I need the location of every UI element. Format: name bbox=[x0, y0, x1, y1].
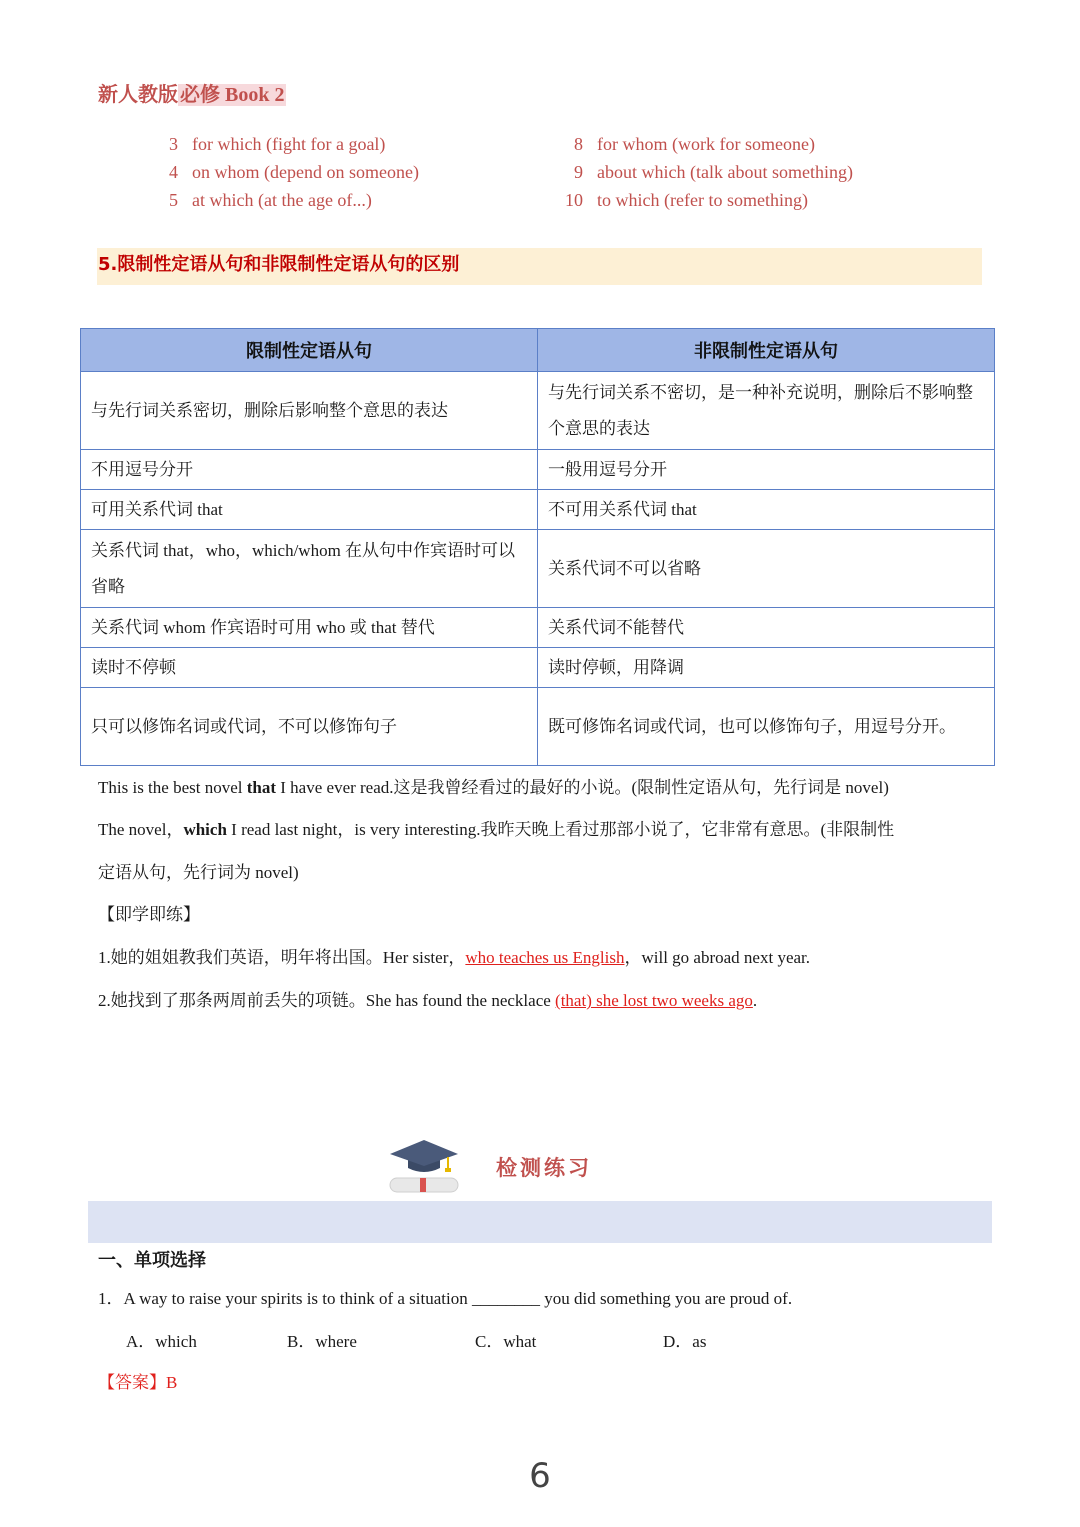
option-c: C．what bbox=[475, 1332, 537, 1351]
table-cell: 关系代词不可以省略 bbox=[538, 530, 995, 608]
table-cell: 与先行词关系不密切，是一种补充说明，删除后不影响整个意思的表达 bbox=[538, 372, 995, 450]
section-heading: 一、单项选择 bbox=[98, 1250, 206, 1271]
practice-answer: (that) she lost two weeks ago bbox=[555, 991, 753, 1010]
list-item: 4 on whom (depend on someone) bbox=[169, 162, 419, 182]
table-row bbox=[81, 372, 995, 450]
example-sentence-2: The novel，which I read last night，is very interesting.我昨天晚上看过那部小说了，它非常有意思。(非限制性 bbox=[98, 820, 895, 839]
table-cell: 读时不停顿 bbox=[81, 648, 538, 688]
list-item: 3 for which (fight for a goal) bbox=[169, 134, 386, 154]
test-title: 检测练习 bbox=[496, 1156, 592, 1180]
example-sentence-1: This is the best novel that I have ever read.这是我曾经看过的最好的小说。(限制性定语从句，先行词是 novel) bbox=[98, 778, 889, 797]
answer-label: 【答案】B bbox=[98, 1373, 178, 1392]
practice-item: 1.她的姐姐教我们英语，明年将出国。Her sister，who teaches us English，will go abroad next year. bbox=[98, 948, 811, 967]
option-d: D．as bbox=[663, 1332, 707, 1351]
section-band bbox=[88, 1201, 992, 1243]
table-cell: 关系代词不能替代 bbox=[538, 608, 995, 648]
question-text: 1．A way to raise your spirits is to think of a situation ________ you did something you are proud of. bbox=[98, 1289, 793, 1308]
table-cell: 读时停顿，用降调 bbox=[538, 648, 995, 688]
table-row bbox=[81, 450, 995, 490]
table-row bbox=[81, 608, 995, 648]
table-cell: 只可以修饰名词或代词，不可以修饰句子 bbox=[81, 688, 538, 766]
table-header: 非限制性定语从句 bbox=[538, 329, 995, 372]
list-item: 9 about which (talk about something) bbox=[574, 162, 853, 182]
table-row bbox=[81, 490, 995, 530]
table-row bbox=[81, 530, 995, 608]
table-cell: 一般用逗号分开 bbox=[538, 450, 995, 490]
practice-item: 2.她找到了那条两周前丢失的项链。She has found the necklace (that) she lost two weeks ago. bbox=[98, 991, 758, 1010]
table-cell: 不用逗号分开 bbox=[81, 450, 538, 490]
table-row bbox=[81, 648, 995, 688]
table-cell: 可用关系代词 that bbox=[81, 490, 538, 530]
header-tag bbox=[98, 78, 286, 107]
graduation-cap-icon bbox=[388, 1124, 460, 1196]
table-cell: 与先行词关系密切，删除后影响整个意思的表达 bbox=[81, 372, 538, 450]
list-item: 5 at which (at the age of...) bbox=[169, 190, 372, 210]
table-header-row bbox=[81, 329, 995, 372]
option-b: B．where bbox=[287, 1332, 357, 1351]
practice-answer: who teaches us English bbox=[465, 948, 625, 967]
list-item: 8 for whom (work for someone) bbox=[574, 134, 815, 154]
page-number: 6 bbox=[529, 1456, 551, 1496]
table-header: 限制性定语从句 bbox=[81, 329, 538, 372]
table-cell: 既可修饰名词或代词，也可以修饰句子，用逗号分开。 bbox=[538, 688, 995, 766]
table-cell: 关系代词 whom 作宾语时可用 who 或 that 替代 bbox=[81, 608, 538, 648]
comparison-table bbox=[80, 328, 995, 766]
example-sentence-2-cont: 定语从句，先行词为 novel) bbox=[98, 863, 299, 882]
practice-label: 【即学即练】 bbox=[98, 905, 200, 924]
list-item: 10 to which (refer to something) bbox=[565, 190, 808, 210]
option-a: A．which bbox=[126, 1332, 197, 1351]
header-highlight: 必修 Book 2 bbox=[180, 84, 285, 106]
table-cell: 关系代词 that，who，which/whom 在从句中作宾语时可以省略 bbox=[81, 530, 538, 608]
table-row bbox=[81, 688, 995, 766]
table-cell: 不可用关系代词 that bbox=[538, 490, 995, 530]
header-prefix: 新人教版 bbox=[98, 84, 178, 106]
section-title: 5.限制性定语从句和非限制性定语从句的区别 bbox=[98, 254, 460, 275]
